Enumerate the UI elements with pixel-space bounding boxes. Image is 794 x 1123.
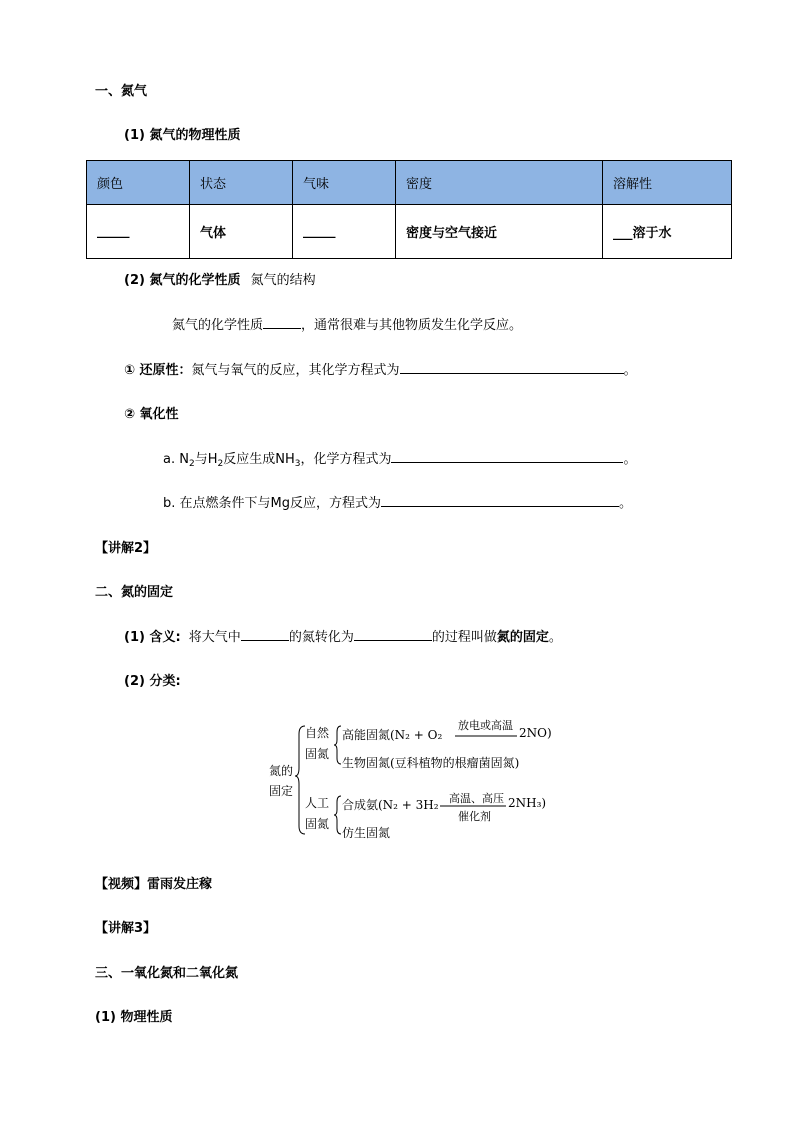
cell-odor: _____ xyxy=(293,205,396,259)
section-3-title: 三、一氧化氮和二氧化氮 xyxy=(95,966,239,981)
table-row xyxy=(87,205,732,259)
nitrogen-fixation-diagram xyxy=(265,712,585,847)
natural-label-1: 自然 xyxy=(305,726,330,740)
synthesis-product: 2NH₃) xyxy=(508,796,547,810)
oxidizability-a-line xyxy=(163,448,637,469)
header-density: 密度 xyxy=(396,161,603,205)
oxid-a-sub-3: 3 xyxy=(294,459,301,469)
synthesis-condition-bottom: 催化剂 xyxy=(458,810,491,823)
definition-text-2: 的氮转化为 xyxy=(288,630,354,645)
chemical-properties-label: (2) 氮气的化学性质 xyxy=(124,273,241,288)
video-label: 【视频】雷雨发庄稼 xyxy=(95,877,213,892)
definition-label: (1) 含义: xyxy=(124,630,181,645)
reducibility-line xyxy=(124,359,637,378)
oxid-a-text-4: ，化学方程式为 xyxy=(300,452,392,467)
cell-color: _____ xyxy=(87,205,190,259)
chemical-inert-line xyxy=(172,314,522,333)
section-2-title: 二、氮的固定 xyxy=(95,585,174,600)
biological-fixation: 生物固氮(豆科植物的根瘤菌固氮) xyxy=(342,756,520,770)
high-energy-product: 2NO) xyxy=(519,726,552,740)
reducibility-label: ① 还原性： xyxy=(124,363,192,378)
root-label-2: 固定 xyxy=(269,784,294,798)
oxid-a-sub-2: 2 xyxy=(217,459,224,469)
chemical-properties-heading xyxy=(124,269,316,288)
period: 。 xyxy=(623,363,637,378)
oxid-b-text: b. 在点燃条件下与Mg反应，方程式为 xyxy=(163,496,381,511)
blank-free-state[interactable] xyxy=(241,626,289,641)
physical-properties-heading: (1) 氮气的物理性质 xyxy=(124,128,241,143)
cell-density: 密度与空气接近 xyxy=(396,205,603,259)
artificial-label-2: 固氮 xyxy=(305,817,330,831)
chem-text-b: ，通常很难与其他物质发生化学反应。 xyxy=(301,318,523,333)
reducibility-text: 氮气与氧气的反应，其化学方程式为 xyxy=(191,363,400,378)
natural-label-2: 固氮 xyxy=(305,747,330,761)
header-odor: 气味 xyxy=(293,161,396,205)
oxidizability-label: ② 氧化性 xyxy=(124,407,179,422)
oxid-a-text-3: 反应生成NH xyxy=(223,452,295,467)
section-1-title: 一、氮气 xyxy=(95,84,148,99)
definition-text-3: 的过程叫做 xyxy=(431,630,497,645)
ammonia-synthesis: 合成氨(N₂ + 3H₂ xyxy=(342,798,439,812)
blank-compound-state[interactable] xyxy=(354,626,432,641)
bionic-fixation: 仿生固氮 xyxy=(342,826,391,840)
nitrogen-properties-table xyxy=(86,160,732,259)
blank-reactivity[interactable] xyxy=(263,314,301,329)
root-label-1: 氮的 xyxy=(269,764,294,778)
nitrogen-structure-label: 氮气的结构 xyxy=(250,273,316,288)
header-color: 颜色 xyxy=(87,161,190,205)
oxid-a-text-2: 与H xyxy=(194,452,218,467)
blank-magnesium-equation[interactable] xyxy=(381,492,619,507)
oxid-a-sub-1: 2 xyxy=(188,459,195,469)
header-solubility: 溶解性 xyxy=(603,161,732,205)
cell-state: 气体 xyxy=(190,205,293,259)
blank-reduction-equation[interactable] xyxy=(400,359,624,374)
period: 。 xyxy=(623,452,637,467)
lecture-3-label: 【讲解3】 xyxy=(95,921,157,936)
classification-label: (2) 分类: xyxy=(124,674,181,689)
definition-term: 氮的固定 xyxy=(496,630,549,645)
artificial-label-1: 人工 xyxy=(305,796,330,810)
chem-text-a: 氮气的化学性质 xyxy=(172,318,264,333)
section-3-physical-heading: (1) 物理性质 xyxy=(95,1010,173,1025)
definition-text-1: 将大气中 xyxy=(188,630,241,645)
blank-ammonia-equation[interactable] xyxy=(391,448,623,463)
high-energy-fixation: 高能固氮(N₂ + O₂ xyxy=(342,728,443,742)
oxidizability-b-line xyxy=(163,492,632,511)
synthesis-condition-top: 高温、高压 xyxy=(449,792,504,805)
cell-solubility: ___溶于水 xyxy=(603,205,732,259)
high-energy-condition: 放电或高温 xyxy=(458,719,513,732)
period: 。 xyxy=(619,496,633,511)
table-header-row xyxy=(87,161,732,205)
lecture-2-label: 【讲解2】 xyxy=(95,541,157,556)
header-state: 状态 xyxy=(190,161,293,205)
oxid-a-text-1: a. N xyxy=(163,452,189,467)
definition-period: 。 xyxy=(548,630,562,645)
definition-line xyxy=(124,626,562,645)
